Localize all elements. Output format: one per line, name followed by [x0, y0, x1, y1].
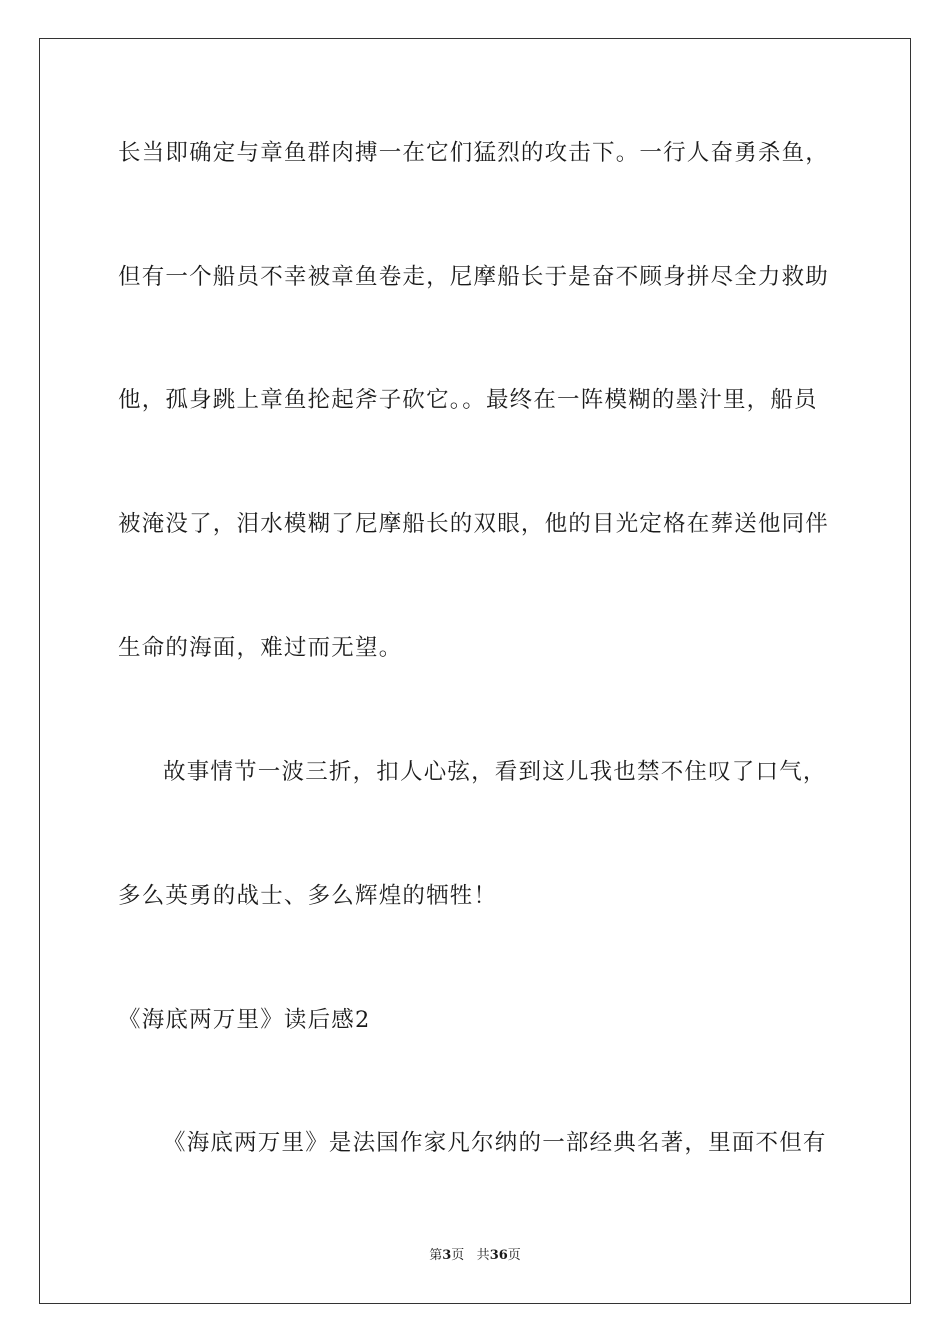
footer-total-suffix: 页 — [507, 1248, 521, 1263]
paragraph-line: 但有一个船员不幸被章鱼卷走，尼摩船长于是奋不顾身拼尽全力救助 — [118, 264, 830, 290]
section-heading: 《海底两万里》读后感2 — [118, 1007, 371, 1033]
page-footer — [0, 1247, 950, 1265]
page-border — [39, 38, 911, 1304]
footer-total-prefix: 共 — [476, 1248, 490, 1263]
footer-page-number: 3 — [442, 1248, 452, 1263]
paragraph-line: 故事情节一波三折，扣人心弦，看到这儿我也禁不住叹了口气， — [163, 759, 827, 785]
paragraph-line: 多么英勇的战士、多么辉煌的牺牲！ — [118, 883, 498, 909]
footer-total-pages: 36 — [489, 1248, 508, 1263]
footer-page-suffix: 页 — [451, 1248, 465, 1263]
paragraph-line: 他，孤身跳上章鱼抡起斧子砍它。。最终在一阵模糊的墨汁里，船员 — [118, 387, 818, 413]
paragraph-line: 长当即确定与章鱼群肉搏一在它们猛烈的攻击下。一行人奋勇杀鱼， — [118, 140, 830, 166]
footer-page-prefix: 第 — [429, 1248, 443, 1263]
paragraph-line: 被淹没了，泪水模糊了尼摩船长的双眼，他的目光定格在葬送他同伴 — [118, 511, 830, 537]
paragraph-line: 生命的海面，难过而无望。 — [118, 635, 403, 661]
paragraph-line: 《海底两万里》是法国作家凡尔纳的一部经典名著，里面不但有 — [163, 1130, 827, 1156]
